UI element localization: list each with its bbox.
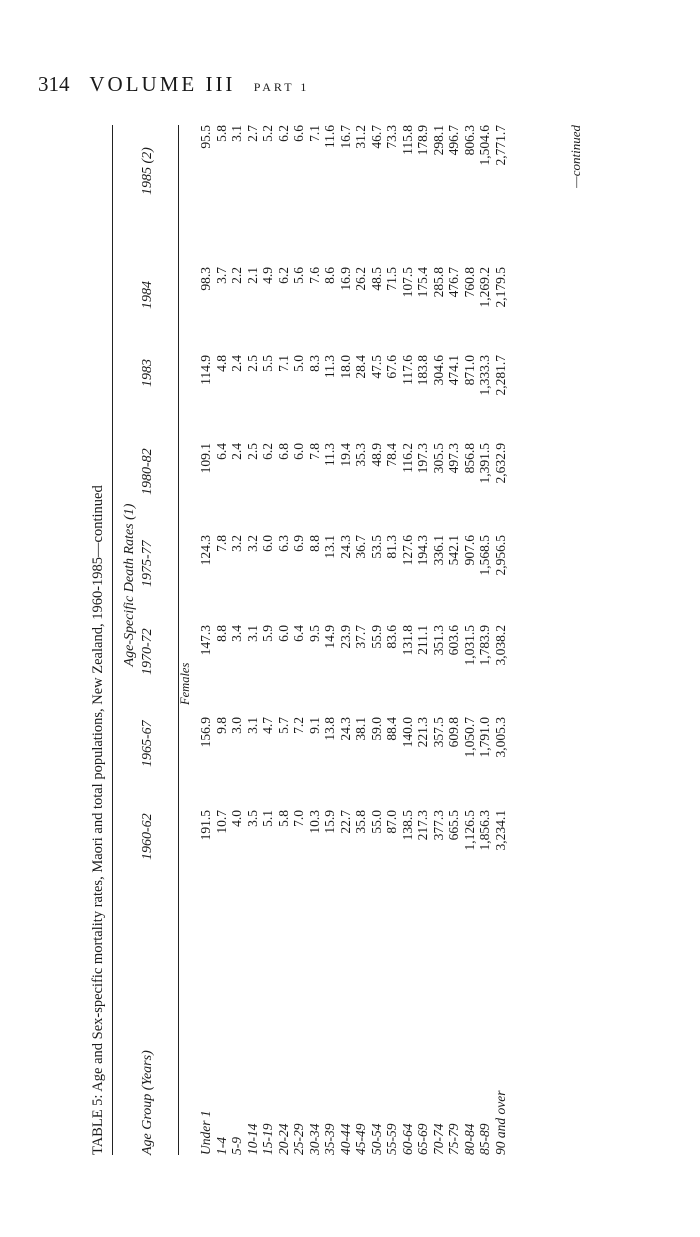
rate-cell: 6.3 — [275, 535, 291, 552]
rate-cell: 127.6 — [399, 535, 415, 566]
rate-cell: 2.7 — [244, 125, 260, 142]
rate-cell: 9.5 — [306, 625, 322, 642]
table-row — [493, 125, 509, 1155]
rate-cell: 67.6 — [384, 355, 399, 379]
rate-cell: 8.6 — [322, 267, 337, 284]
continued-note: —continued — [568, 125, 583, 188]
rate-cell: 6.9 — [291, 535, 306, 552]
age-group-cell: 35-39 — [322, 1123, 337, 1155]
rate-cell: 8.8 — [306, 535, 322, 552]
rate-cell: 124.3 — [198, 535, 213, 566]
rate-cell: 24.3 — [337, 717, 353, 741]
rate-cell: 609.8 — [446, 717, 461, 748]
rate-cell: 305.5 — [430, 443, 446, 474]
rate-cell: 7.8 — [213, 535, 229, 552]
rate-cell: 78.4 — [384, 443, 399, 467]
rate-cell: 377.3 — [430, 810, 446, 841]
rate-cell: 115.8 — [399, 125, 415, 155]
rate-cell: 18.0 — [337, 355, 353, 379]
table-row — [260, 125, 276, 1155]
age-group-cell: 10-14 — [244, 1123, 260, 1155]
rate-cell: 285.8 — [430, 267, 446, 298]
rate-cell: 907.6 — [461, 535, 477, 566]
rate-cell: 357.5 — [430, 717, 446, 748]
table-row — [353, 125, 369, 1155]
rate-cell: 3.1 — [244, 717, 260, 734]
rate-cell: 7.0 — [291, 810, 306, 827]
rate-cell: 6.0 — [260, 535, 275, 552]
rate-cell: 116.2 — [399, 443, 415, 473]
table-row — [415, 125, 431, 1155]
table-row — [276, 125, 292, 1155]
rate-cell: 665.5 — [446, 810, 461, 841]
rate-cell: 7.1 — [306, 125, 322, 142]
running-head — [38, 72, 309, 97]
rate-cell: 11.3 — [322, 355, 337, 379]
rate-cell: 2,956.5 — [492, 535, 508, 576]
rate-cell: 5.1 — [260, 810, 275, 827]
rate-cell: 1,126.5 — [461, 810, 477, 851]
rate-cell: 856.8 — [461, 443, 477, 474]
rate-cell: 5.2 — [260, 125, 275, 142]
rate-cell: 4.9 — [260, 267, 275, 284]
age-group-cell: Under 1 — [198, 1110, 213, 1155]
age-group-cell: 50-54 — [368, 1123, 384, 1155]
table-row — [477, 125, 493, 1155]
rate-cell: 5.8 — [213, 125, 229, 142]
rate-cell: 5.0 — [291, 355, 306, 372]
rate-cell: 6.0 — [275, 625, 291, 642]
rate-cell: 6.6 — [291, 125, 306, 142]
rate-cell: 35.3 — [353, 443, 368, 467]
age-group-cell: 60-64 — [399, 1123, 415, 1155]
rate-cell: 1,031.5 — [461, 625, 477, 666]
rate-cell: 71.5 — [384, 267, 399, 291]
rate-cell: 351.3 — [430, 625, 446, 656]
rate-cell: 3,234.1 — [492, 810, 508, 851]
rate-cell: 14.9 — [322, 625, 337, 649]
age-group-cell: 30-34 — [306, 1123, 322, 1155]
table-row — [229, 125, 245, 1155]
volume-title: VOLUME III — [89, 72, 236, 96]
rate-cell: 53.5 — [368, 535, 384, 559]
rate-cell: 760.8 — [461, 267, 477, 298]
rate-cell: 336.1 — [430, 535, 446, 566]
rate-cell: 13.1 — [322, 535, 337, 559]
rate-cell: 138.5 — [399, 810, 415, 841]
rate-cell: 28.4 — [353, 355, 368, 379]
header-rule — [178, 125, 179, 1155]
rate-cell: 4.0 — [229, 810, 244, 827]
rate-cell: 3.5 — [244, 810, 260, 827]
age-group-cell: 40-44 — [337, 1123, 353, 1155]
age-group-cell: 45-49 — [353, 1123, 368, 1155]
rate-cell: 3.1 — [244, 625, 260, 642]
rate-cell: 48.5 — [368, 267, 384, 291]
rate-cell: 298.1 — [430, 125, 446, 156]
rate-cell: 147.3 — [198, 625, 213, 656]
rate-cell: 1,856.3 — [477, 810, 492, 851]
age-group-cell: 80-84 — [461, 1123, 477, 1155]
rate-cell: 7.2 — [291, 717, 306, 734]
rate-cell: 183.8 — [415, 355, 430, 386]
rate-cell: 59.0 — [368, 717, 384, 741]
rate-cell: 37.7 — [353, 625, 368, 649]
rate-cell: 36.7 — [353, 535, 368, 559]
table-row — [384, 125, 400, 1155]
rate-cell: 2,771.7 — [492, 125, 508, 166]
rate-cell: 55.0 — [368, 810, 384, 834]
rate-cell: 6.4 — [291, 625, 306, 642]
rate-cell: 38.1 — [353, 717, 368, 741]
rate-cell: 806.3 — [461, 125, 477, 156]
column-header: 1980-82 — [140, 448, 155, 495]
rate-cell: 88.4 — [384, 717, 399, 741]
rate-cell: 4.7 — [260, 717, 275, 734]
column-spanner: Age-Specific Death Rates (1) — [122, 503, 137, 667]
column-header: Age Group (Years) — [140, 1050, 155, 1155]
column-header: 1975-77 — [140, 540, 155, 587]
rate-cell: 2.4 — [229, 443, 244, 460]
age-group-cell: 5-9 — [229, 1137, 244, 1155]
age-group-cell: 1-4 — [213, 1137, 229, 1155]
rate-cell: 7.8 — [306, 443, 322, 460]
rate-cell: 46.7 — [368, 125, 384, 149]
rate-cell: 2,281.7 — [492, 355, 508, 396]
rate-cell: 211.1 — [415, 625, 430, 655]
rate-cell: 140.0 — [399, 717, 415, 748]
rate-cell: 73.3 — [384, 125, 399, 149]
rate-cell: 6.8 — [275, 443, 291, 460]
section-label: Females — [178, 662, 192, 705]
rate-cell: 107.5 — [399, 267, 415, 298]
rate-cell: 98.3 — [198, 267, 213, 291]
rate-cell: 1,504.6 — [477, 125, 492, 166]
table-body — [198, 125, 508, 1155]
table-title: TABLE 5: Age and Sex-specific mortality rates, Maori and total populations, New Zealand, 1960-1985—continued — [90, 485, 106, 1155]
rate-cell: 3.7 — [213, 267, 229, 284]
rate-cell: 8.3 — [306, 355, 322, 372]
rate-cell: 117.6 — [399, 355, 415, 385]
rate-cell: 2,632.9 — [492, 443, 508, 484]
table-row — [245, 125, 261, 1155]
age-group-cell: 75-79 — [446, 1123, 461, 1155]
rate-cell: 197.3 — [415, 443, 430, 474]
rate-cell: 191.5 — [198, 810, 213, 841]
rate-cell: 15.9 — [322, 810, 337, 834]
rate-cell: 4.8 — [213, 355, 229, 372]
rate-cell: 23.9 — [337, 625, 353, 649]
column-header: 1960-62 — [140, 813, 155, 860]
rate-cell: 3.2 — [229, 535, 244, 552]
table-row — [338, 125, 354, 1155]
rate-cell: 2,179.5 — [492, 267, 508, 308]
rate-cell: 3.4 — [229, 625, 244, 642]
rate-cell: 6.0 — [291, 443, 306, 460]
rate-cell: 81.3 — [384, 535, 399, 559]
rate-cell: 24.3 — [337, 535, 353, 559]
part-label: PART 1 — [253, 80, 310, 94]
table-row — [462, 125, 478, 1155]
rate-cell: 31.2 — [353, 125, 368, 149]
age-group-cell: 15-19 — [260, 1123, 275, 1155]
rate-cell: 496.7 — [446, 125, 461, 156]
rate-cell: 95.5 — [198, 125, 213, 149]
rate-cell: 19.4 — [337, 443, 353, 467]
table-top-rule — [112, 125, 113, 1155]
rate-cell: 11.6 — [322, 125, 337, 149]
age-group-cell: 55-59 — [384, 1123, 399, 1155]
rate-cell: 5.6 — [291, 267, 306, 284]
rate-cell: 3.2 — [244, 535, 260, 552]
age-group-cell: 90 and over — [492, 1090, 508, 1155]
rate-cell: 55.9 — [368, 625, 384, 649]
rate-cell: 603.6 — [446, 625, 461, 656]
rate-cell: 16.7 — [337, 125, 353, 149]
rate-cell: 5.5 — [260, 355, 275, 372]
rate-cell: 47.5 — [368, 355, 384, 379]
rate-cell: 13.8 — [322, 717, 337, 741]
rate-cell: 497.3 — [446, 443, 461, 474]
rate-cell: 22.7 — [337, 810, 353, 834]
rate-cell: 542.1 — [446, 535, 461, 566]
rate-cell: 1,568.5 — [477, 535, 492, 576]
rate-cell: 156.9 — [198, 717, 213, 748]
rate-cell: 5.8 — [275, 810, 291, 827]
page-number: 314 — [38, 72, 70, 96]
rate-cell: 1,333.3 — [477, 355, 492, 396]
rate-cell: 3.0 — [229, 717, 244, 734]
rate-cell: 131.8 — [399, 625, 415, 656]
rate-cell: 10.3 — [306, 810, 322, 834]
table-row — [214, 125, 230, 1155]
rate-cell: 9.1 — [306, 717, 322, 734]
age-group-cell: 20-24 — [275, 1123, 291, 1155]
age-group-cell: 85-89 — [477, 1123, 492, 1155]
table-row — [431, 125, 447, 1155]
table-row — [400, 125, 416, 1155]
rate-cell: 194.3 — [415, 535, 430, 566]
rate-cell: 109.1 — [198, 443, 213, 474]
rate-cell: 7.6 — [306, 267, 322, 284]
rate-cell: 474.1 — [446, 355, 461, 386]
rate-cell: 35.8 — [353, 810, 368, 834]
rate-cell: 871.0 — [461, 355, 477, 386]
rate-cell: 16.9 — [337, 267, 353, 291]
table-row — [322, 125, 338, 1155]
rate-cell: 476.7 — [446, 267, 461, 298]
rate-cell: 114.9 — [198, 355, 213, 385]
column-header: 1984 — [140, 281, 155, 309]
rate-cell: 5.9 — [260, 625, 275, 642]
rate-cell: 178.9 — [415, 125, 430, 156]
rate-cell: 1,783.9 — [477, 625, 492, 666]
rate-cell: 5.7 — [275, 717, 291, 734]
age-group-cell: 65-69 — [415, 1123, 430, 1155]
column-header: 1965-67 — [140, 720, 155, 767]
rate-cell: 304.6 — [430, 355, 446, 386]
age-group-cell: 25-29 — [291, 1123, 306, 1155]
mortality-table — [90, 125, 680, 1155]
rate-cell: 217.3 — [415, 810, 430, 841]
table-row — [291, 125, 307, 1155]
rate-cell: 6.2 — [275, 267, 291, 284]
rate-cell: 3.1 — [229, 125, 244, 142]
rate-cell: 221.3 — [415, 717, 430, 748]
table-row — [446, 125, 462, 1155]
rate-cell: 6.2 — [275, 125, 291, 142]
rate-cell: 26.2 — [353, 267, 368, 291]
table-row — [307, 125, 323, 1155]
rate-cell: 1,269.2 — [477, 267, 492, 308]
table-row — [198, 125, 214, 1155]
age-group-cell: 70-74 — [430, 1123, 446, 1155]
rate-cell: 2.4 — [229, 355, 244, 372]
rate-cell: 6.4 — [213, 443, 229, 460]
rate-cell: 87.0 — [384, 810, 399, 834]
rate-cell: 9.8 — [213, 717, 229, 734]
rate-cell: 1,050.7 — [461, 717, 477, 758]
column-header: 1970-72 — [140, 628, 155, 675]
rate-cell: 2.2 — [229, 267, 244, 284]
rate-cell: 3,005.3 — [492, 717, 508, 758]
rate-cell: 2.1 — [244, 267, 260, 284]
column-header: 1985 (2) — [140, 147, 155, 195]
table-row — [369, 125, 385, 1155]
column-header: 1983 — [140, 359, 155, 387]
rate-cell: 2.5 — [244, 355, 260, 372]
rate-cell: 10.7 — [213, 810, 229, 834]
rate-cell: 7.1 — [275, 355, 291, 372]
rate-cell: 8.8 — [213, 625, 229, 642]
rate-cell: 48.9 — [368, 443, 384, 467]
rate-cell: 1,791.0 — [477, 717, 492, 758]
rate-cell: 11.3 — [322, 443, 337, 467]
rate-cell: 175.4 — [415, 267, 430, 298]
rate-cell: 83.6 — [384, 625, 399, 649]
rate-cell: 3,038.2 — [492, 625, 508, 666]
rate-cell: 2.5 — [244, 443, 260, 460]
rate-cell: 6.2 — [260, 443, 275, 460]
rate-cell: 1,391.5 — [477, 443, 492, 484]
